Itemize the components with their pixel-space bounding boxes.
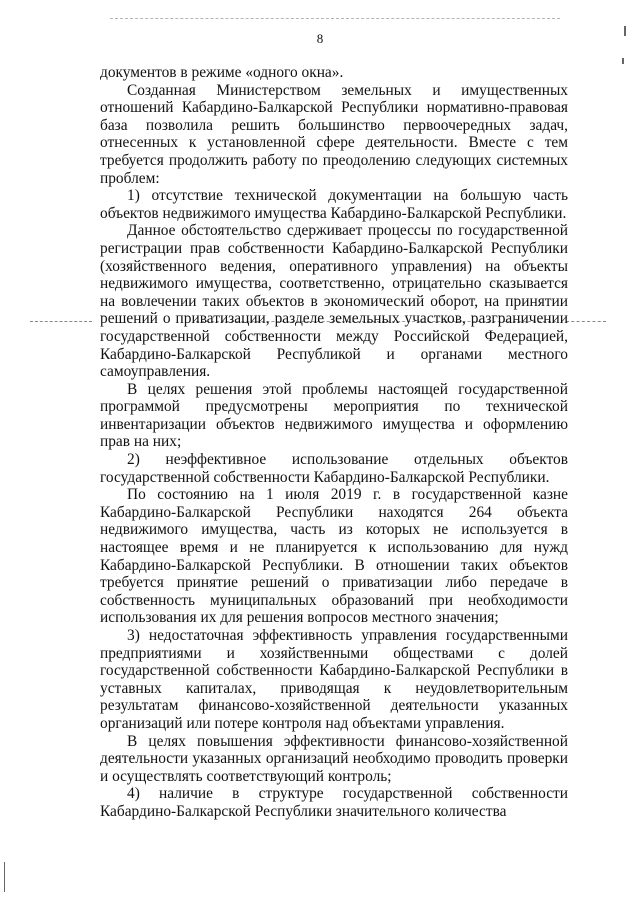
scan-edge-mark bbox=[4, 862, 5, 892]
scan-line-right bbox=[566, 321, 606, 322]
paragraph: 2) неэффективное использование отдельных объектов государственной собственности Кабардино-Балкарской Республики. bbox=[100, 451, 568, 486]
scan-line-left bbox=[30, 321, 92, 322]
paragraph: В целях повышения эффективности финансово-хозяйственной деятельности указанных организаций необходимо проводить проверки и осуществлять соответствующий контроль; bbox=[100, 732, 568, 785]
paragraph: В целях решения этой проблемы настоящей государственной программой предусмотрены мероприятия по технической инвентаризации объектов недвижимого имущества и оформлению прав на них; bbox=[100, 380, 568, 451]
paragraph: По состоянию на 1 июля 2019 г. в государственной казне Кабардино-Балкарской Республики находятся 264 объекта недвижимого имущества, часть из которых не используется в настоящее время и не планируется к использованию для нужд Кабардино-Балкарской Республики. В отношении таких объектов требуется принятие решений о приватизации либо передаче в собственность муниципальных образований при необходимости использования их для решения вопросов местного значения; bbox=[100, 486, 568, 627]
page-number: 8 bbox=[316, 31, 324, 46]
paragraph: документов в режиме «одного окна». bbox=[100, 64, 344, 81]
paragraph: 1) отсутствие технической документации на большую часть объектов недвижимого имущества Кабардино-Балкарской Республики. bbox=[100, 187, 568, 222]
scan-artifact-top bbox=[110, 18, 560, 20]
paragraph: 4) наличие в структуре государственной собственности Кабардино-Балкарской Республики значительного количества bbox=[100, 785, 568, 820]
document-body bbox=[100, 64, 568, 821]
paragraph: Данное обстоятельство сдерживает процессы по государственной регистрации прав собственности Кабардино-Балкарской Республики (хозяйственного ведения, оперативного управления) на объекты недвижимого имущества, соответственно, отрицательно сказывается на вовлечении таких объектов в экономический оборот, на принятии решений о приватизации, разделе земельных участков, разграничении государственной собственности между Российской Федерацией, Кабардино-Балкарской Республикой и органами местного самоуправления. bbox=[100, 222, 568, 381]
scan-edge-mark bbox=[622, 58, 624, 64]
paragraph: Созданная Министерством земельных и имущественных отношений Кабардино-Балкарской Республики нормативно-правовая база позволила решить большинство первоочередных задач, отнесенных к установленной сфере деятельности. Вместе с тем требуется продолжить работу по преодолению следующих системных проблем: bbox=[100, 81, 568, 187]
paragraph: 3) недостаточная эффективность управления государственными предприятиями и хозяйственными обществами с долей государственной собственности Кабардино-Балкарской Республики в уставных капиталах, приводящая к неудовлетворительным результатам финансово-хозяйственной деятельности указанных организаций или потере контроля над объектами управления. bbox=[100, 627, 568, 732]
